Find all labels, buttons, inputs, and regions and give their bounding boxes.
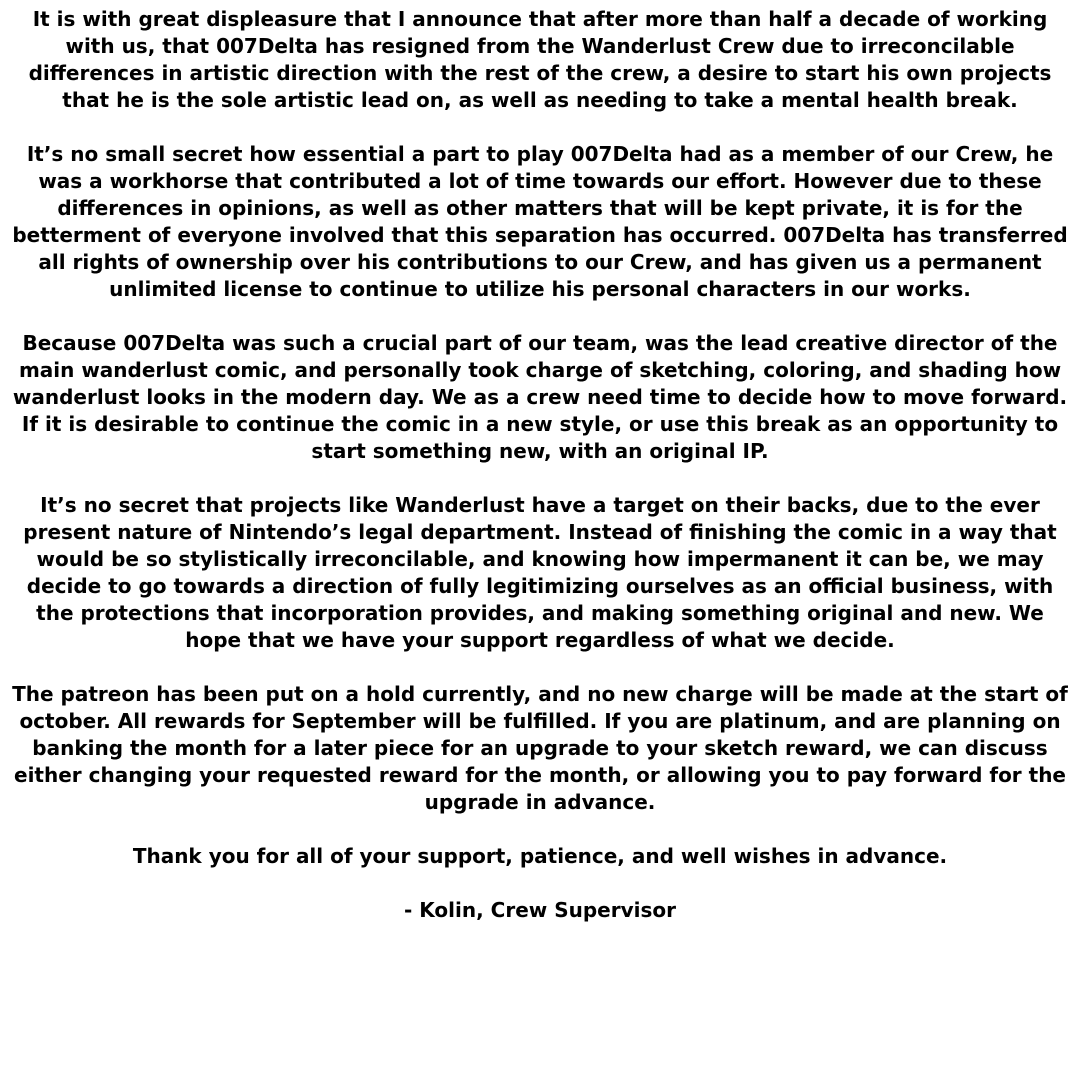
paragraph-resignation: It is with great displeasure that I announce that after more than half a decade of working with us, that 007Delta has resigned from the Wanderlust Crew due to irreconcilable differences in artistic direction with the rest of the crew, a desire to start his own projects that he is the sole artistic lead on, as well as needing to take a mental health break. (28, 7, 1052, 112)
signature: - Kolin, Crew Supervisor (404, 898, 676, 922)
paragraph-legal-direction: It’s no secret that projects like Wanderlust have a target on their backs, due to the ever present nature of Nintendo’s legal department. Instead of finishing the comic in a way that would be so stylistically irreconcilable, and knowing how impermanent it can be, we may decide to go towards a direction of fully legitimizing ourselves as an official business, with the protections that incorporation provides, and making something original and new. We hope that we have your support regardless of what we decide. (23, 493, 1057, 652)
paragraph-next-steps: Because 007Delta was such a crucial part of our team, was the lead creative director of the main wanderlust comic, and personally took charge of sketching, coloring, and shading how wanderlust looks in the modern day. We as a crew need time to decide how to move forward. If it is desirable to continue the comic in a new style, or use this break as an opportunity to start something new, with an original IP. (12, 331, 1068, 463)
paragraph-contributions: It’s no small secret how essential a part to play 007Delta had as a member of our Crew, he was a workhorse that contributed a lot of time towards our effort. However due to these differences in opinions, as well as other matters that will be kept private, it is for the betterment of everyone involved that this separation has occurred. 007Delta has transferred all rights of ownership over his contributions to our Crew, and has given us a permanent unlimited license to continue to utilize his personal characters in our works. (12, 142, 1068, 301)
paragraph-thanks: Thank you for all of your support, patience, and well wishes in advance. (132, 844, 948, 868)
paragraph-patreon: The patreon has been put on a hold currently, and no new charge will be made at the start of october. All rewards for September will be fulfilled. If you are platinum, and are planning on banking the month for a later piece for an upgrade to your sketch reward, we can discuss either changing your requested reward for the month, or allowing you to pay forward for the upgrade in advance. (12, 682, 1068, 814)
